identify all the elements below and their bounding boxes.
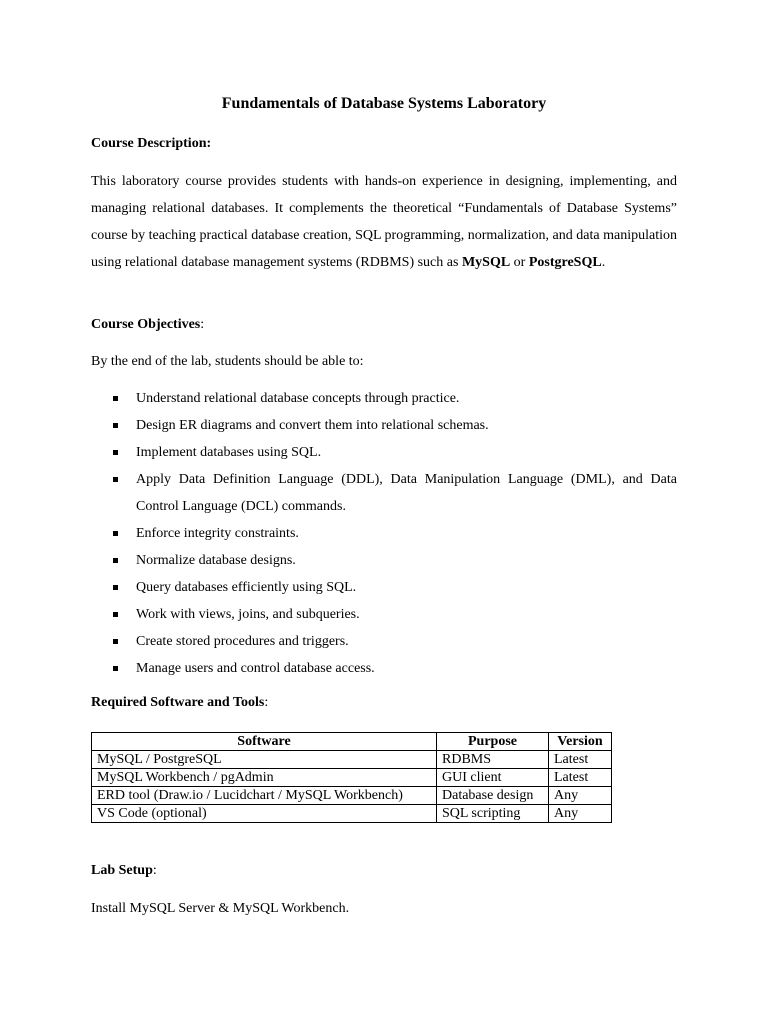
- table-row: [92, 805, 612, 823]
- table-row: [92, 769, 612, 787]
- table-cell: VS Code (optional): [92, 805, 437, 823]
- list-item: [91, 655, 677, 682]
- list-item: [91, 547, 677, 574]
- course-description-heading: [91, 135, 211, 153]
- column-header-version: Version: [549, 733, 612, 751]
- software-heading-text: Required Software and Tools: [91, 695, 265, 710]
- bullet-icon: [113, 450, 118, 455]
- lab-setup-colon: :: [152, 863, 157, 878]
- list-item: [91, 574, 677, 601]
- course-description-paragraph: [91, 168, 677, 276]
- course-description-heading-text: Course Description:: [91, 136, 212, 151]
- bullet-icon: [113, 423, 118, 428]
- objective-text: Work with views, joins, and subqueries.: [136, 607, 360, 622]
- objective-text: Normalize database designs.: [136, 553, 296, 568]
- lab-setup-heading-text: Lab Setup: [91, 863, 153, 878]
- lab-setup-text: Install MySQL Server & MySQL Workbench.: [91, 901, 350, 916]
- lab-setup-heading: [91, 862, 157, 880]
- table-header-row: [92, 733, 612, 751]
- table-cell: MySQL / PostgreSQL: [92, 751, 437, 769]
- course-objectives-colon: :: [200, 317, 205, 332]
- objectives-list: [91, 385, 677, 682]
- or-text: or: [510, 255, 529, 270]
- objective-text: Apply Data Definition Language (DDL), Data Manipulation Language (DML), and Data Control Language (DCL) commands.: [136, 472, 677, 514]
- table-cell: Latest: [549, 751, 612, 769]
- list-item: [91, 628, 677, 655]
- software-heading-colon: :: [264, 695, 269, 710]
- table-cell: Latest: [549, 769, 612, 787]
- objective-text: Understand relational database concepts through practice.: [136, 391, 460, 406]
- course-objectives-heading: [91, 316, 204, 334]
- objective-text: Enforce integrity constraints.: [136, 526, 299, 541]
- objective-text: Manage users and control database access.: [136, 661, 375, 676]
- table-cell: Any: [549, 805, 612, 823]
- software-heading: [91, 694, 268, 712]
- bullet-icon: [113, 531, 118, 536]
- table-cell: RDBMS: [437, 751, 549, 769]
- list-item: [91, 412, 677, 439]
- objective-text: Implement databases using SQL.: [136, 445, 322, 460]
- table-cell: ERD tool (Draw.io / Lucidchart / MySQL Workbench): [92, 787, 437, 805]
- list-item: [91, 385, 677, 412]
- bullet-icon: [113, 639, 118, 644]
- table-row: [92, 751, 612, 769]
- list-item: [91, 601, 677, 628]
- bullet-icon: [113, 558, 118, 563]
- table-cell: MySQL Workbench / pgAdmin: [92, 769, 437, 787]
- bullet-icon: [113, 477, 118, 482]
- postgresql-emphasis: PostgreSQL: [528, 255, 602, 270]
- objective-text: Design ER diagrams and convert them into relational schemas.: [136, 418, 489, 433]
- objective-text: Create stored procedures and triggers.: [136, 634, 349, 649]
- table-cell: SQL scripting: [437, 805, 549, 823]
- table-cell: Any: [549, 787, 612, 805]
- bullet-icon: [113, 666, 118, 671]
- objectives-intro: By the end of the lab, students should be able to:: [91, 354, 364, 369]
- bullet-icon: [113, 612, 118, 617]
- bullet-icon: [113, 585, 118, 590]
- list-item: [91, 520, 677, 547]
- objective-text: Query databases efficiently using SQL.: [136, 580, 357, 595]
- column-header-software: Software: [92, 733, 437, 751]
- list-item: [91, 466, 677, 520]
- software-table: [91, 732, 612, 823]
- document-title: Fundamentals of Database Systems Laboratory: [221, 95, 547, 112]
- table-cell: Database design: [437, 787, 549, 805]
- period-text: .: [601, 255, 606, 270]
- mysql-emphasis: MySQL: [461, 255, 511, 270]
- bullet-icon: [113, 396, 118, 401]
- column-header-purpose: Purpose: [437, 733, 549, 751]
- course-objectives-heading-text: Course Objectives: [91, 317, 201, 332]
- course-description-text: This laboratory course provides students with hands-on experience in designing, implementing, and managing relational databases. It complements the theoretical “Fundamentals of Database Systems” course by teaching practical database creation, SQL programming, normalization, and data manipulation using relational database management systems (RDBMS) such as: [91, 174, 677, 270]
- table-row: [92, 787, 612, 805]
- list-item: [91, 439, 677, 466]
- table-cell: GUI client: [437, 769, 549, 787]
